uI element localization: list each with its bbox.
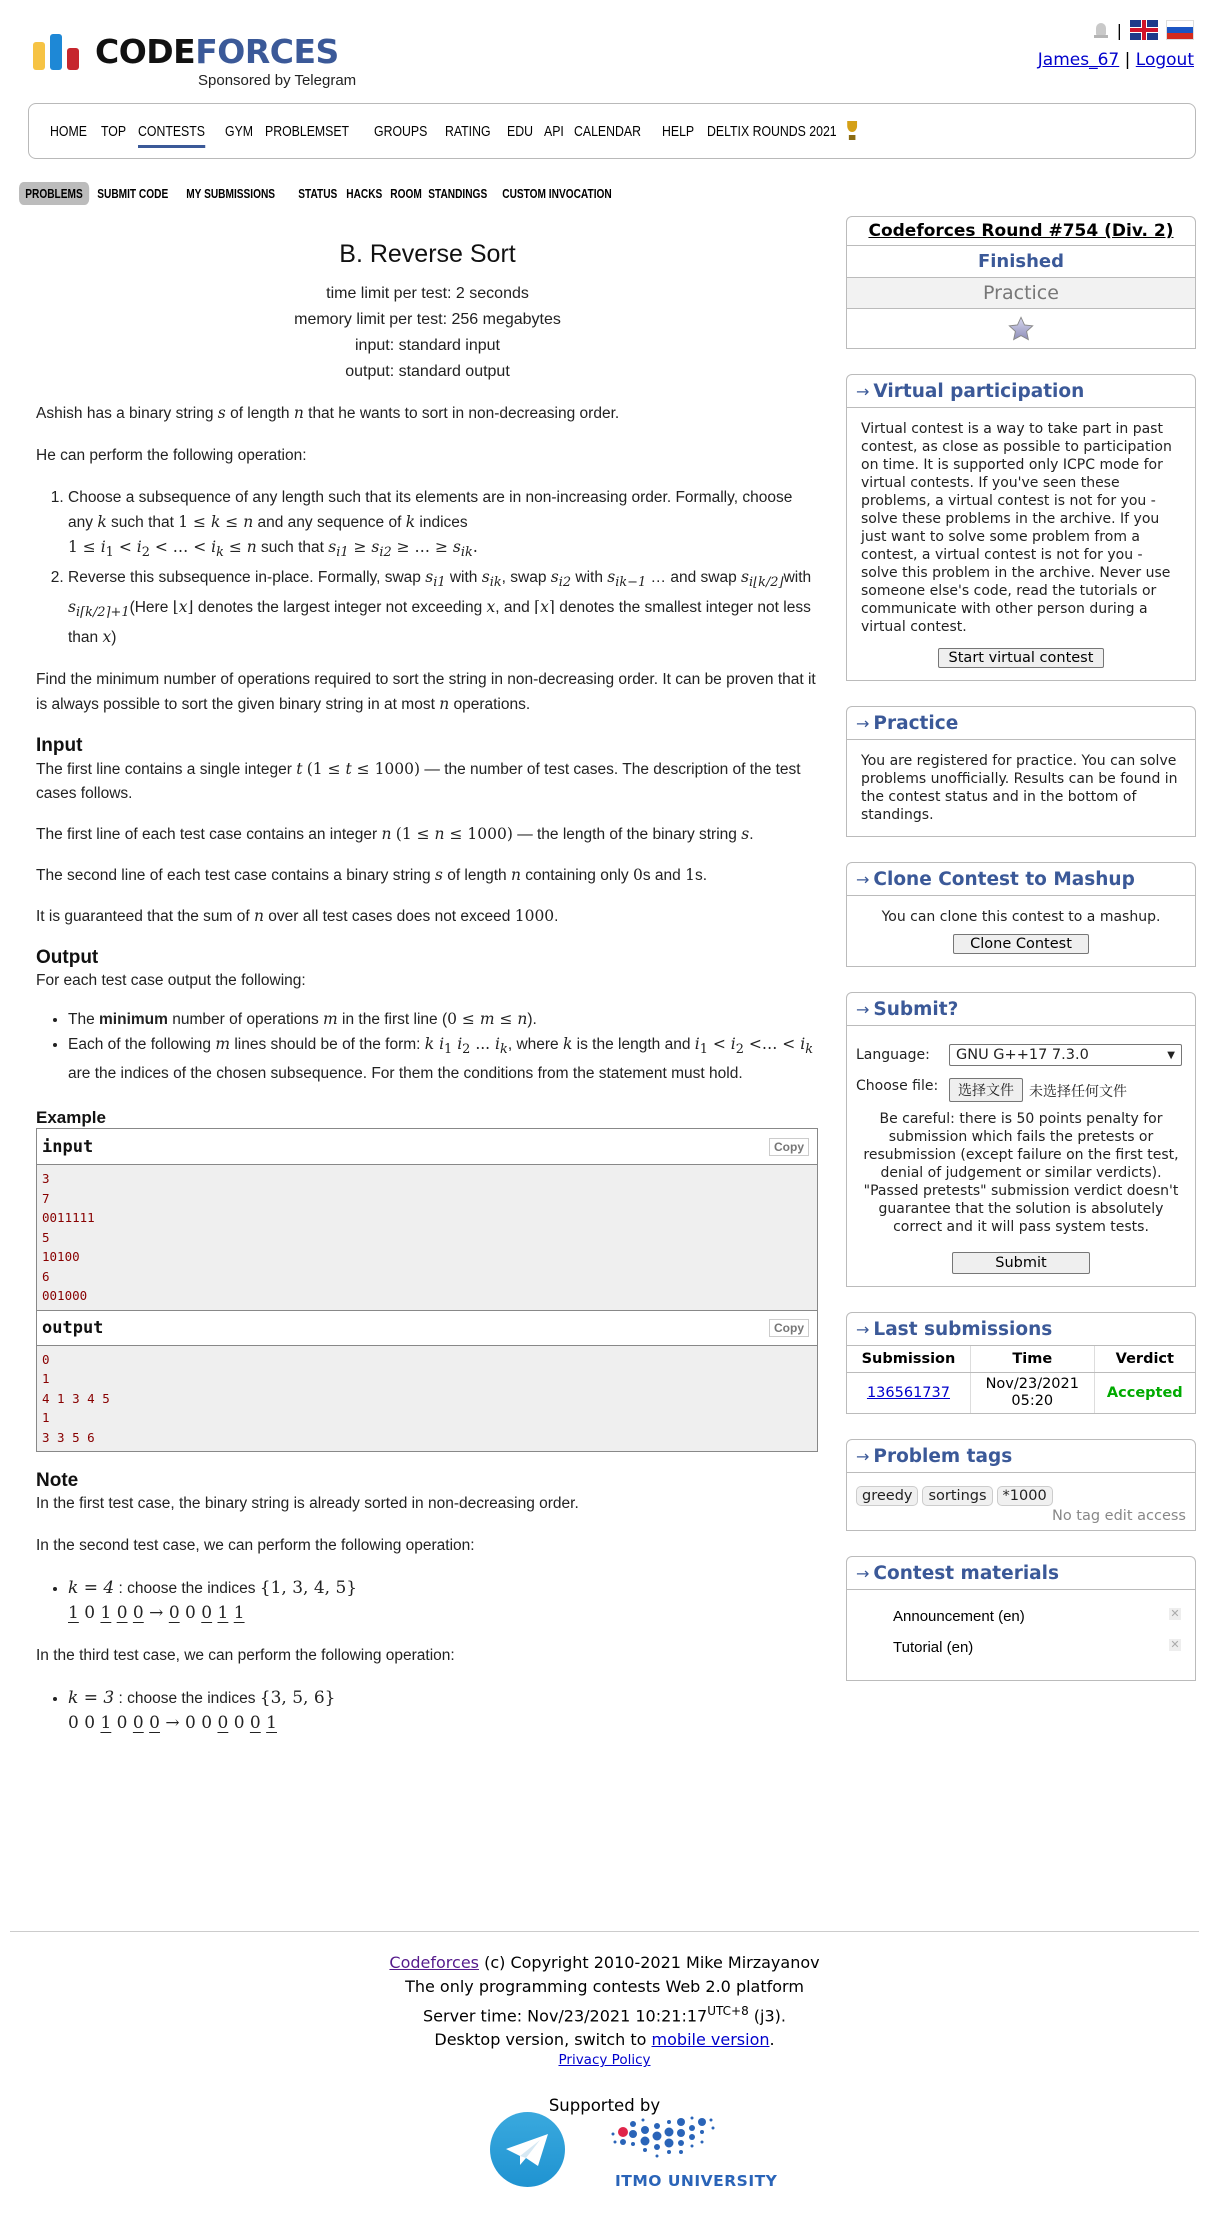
sample-output-label: output: [42, 1317, 104, 1338]
note-title: Note: [36, 1470, 79, 1492]
output-rule: • Each of the following m lines should be of the form: k $i_1$ $i_2$ ... $i_k$, where k is the length and $i_1 < i_2$ <… < $i_k$ are the indices of the chosen subsequence. For them the conditions from the statement must hold.: [68, 1032, 819, 1086]
submit-box: [846, 992, 1196, 1287]
last-submissions-box: [846, 1312, 1196, 1414]
server-time: Server time: Nov/23/2021 $10:21:17^{UTC+8}$ (j3).: [423, 2004, 786, 2026]
submissions-table: [847, 1346, 1195, 1413]
codeforces-logo[interactable]: [33, 30, 373, 94]
output-list: [36, 1007, 819, 1086]
note-list: [36, 1686, 819, 1736]
menu-top[interactable]: TOP: [101, 122, 127, 140]
penalty-warning: Be careful: there is 50 points penalty for submission which fails the pretests or resubmission (except failure on the first test, denial of judgement or similar verdicts). "Passed pretests" submission verdict doesn't guarantee that the solution is absolutely correct and it will pass system tests.: [863, 1111, 1179, 1235]
contest-materials-title: → Contest materials: [847, 1557, 1195, 1590]
round-mode: Practice: [847, 277, 1195, 308]
problem-statement: [36, 230, 819, 1736]
submission-time: Nov/23/2021 05:20: [970, 1373, 1094, 1414]
input-paragraph: The first line of each test case contains an integer n (1 ≤ n ≤ 1000) — the length of the binary string s.: [36, 825, 754, 844]
no-tag-edit-access: No tag edit access: [1051, 1508, 1186, 1524]
sample-input-label: input: [42, 1136, 94, 1157]
note-list: [36, 1576, 819, 1626]
virtual-participation-box: [846, 374, 1196, 681]
submit-title: → Submit?: [847, 993, 1195, 1026]
close-icon[interactable]: ✕: [1170, 1639, 1180, 1651]
tag-sortings[interactable]: sortings: [922, 1486, 992, 1506]
english-flag-icon[interactable]: [1130, 20, 1158, 40]
input-paragraph: It is guaranteed that the sum of n over all test cases does not exceed 1000.: [36, 907, 559, 926]
memory-limit: memory limit per test: 256 megabytes: [294, 311, 561, 328]
note-paragraph: In the third test case, we can perform the following operation:: [36, 1647, 455, 1665]
sponsors: [490, 2112, 778, 2192]
material-item[interactable]: Announcement (en) ✕: [893, 1608, 1180, 1625]
file-label: Choose file:: [856, 1078, 939, 1094]
verdict-badge: Accepted: [1106, 1384, 1183, 1401]
note-section: [36, 1470, 819, 1736]
tab-status[interactable]: STATUS: [297, 186, 337, 201]
virtual-participation-title: → Virtual participation: [847, 375, 1195, 408]
star-icon[interactable]: [1006, 315, 1036, 343]
close-icon[interactable]: ✕: [1170, 1608, 1180, 1620]
desktop-version-text: Desktop version, switch to mobile version.: [434, 2030, 775, 2050]
problem-tags-box: [846, 1439, 1196, 1531]
copy-input-button[interactable]: Copy: [769, 1138, 809, 1156]
favourite-row: [847, 308, 1195, 348]
contest-menu: [19, 182, 634, 205]
footer: [0, 1951, 1209, 2118]
statement-paragraph: Ashish has a binary string s of length n that he wants to sort in non-decreasing order.: [36, 404, 620, 422]
start-virtual-contest-button[interactable]: Start virtual contest: [938, 648, 1105, 668]
language-switcher: [1093, 20, 1194, 40]
mobile-version-link[interactable]: mobile version: [651, 2030, 770, 2050]
operation-step: 1. Choose a subsequence of any length such that its elements are in non-increasing order. Formally, choose any k such that 1 ≤ k ≤ n and any sequence of k indices $1 \le i_1 < i_2$ < … < $i_k \le n$ such that $s_{i1} \ge s_{i2}$ ≥ … ≥ $s_{ik}$.: [68, 486, 819, 565]
time-limit: time limit per test: 2 seconds: [326, 285, 529, 302]
menu-gym[interactable]: GYM: [225, 122, 254, 140]
sidebar: [846, 216, 1196, 1701]
menu-home[interactable]: HOME: [50, 122, 87, 140]
clone-contest-body: [847, 896, 1195, 966]
logo-sponsor-text: Sponsored by Telegram: [198, 72, 357, 89]
chevron-down-icon: ▼: [1167, 1049, 1175, 1061]
round-box: [846, 216, 1196, 349]
telegram-logo-icon[interactable]: [490, 2112, 565, 2187]
last-submissions-title: → Last submissions: [847, 1313, 1195, 1346]
column-header: Time: [970, 1346, 1094, 1373]
sample-input-header: [37, 1129, 817, 1165]
notification-bell-icon[interactable]: [1093, 21, 1109, 39]
note-item: • k = 4 : choose the indices {1, 3, 4, 5} 1 0 1 0 0 → 0 0 0 1 1: [68, 1576, 819, 1626]
language-label: Language:: [856, 1047, 930, 1063]
tag-difficulty[interactable]: *1000: [997, 1486, 1053, 1506]
practice-box: [846, 706, 1196, 837]
practice-title: → Practice: [847, 707, 1195, 740]
clone-contest-button[interactable]: Clone Contest: [953, 934, 1089, 954]
output-rule: • The minimum number of operations m in the first line (0 ≤ m ≤ n).: [68, 1007, 819, 1032]
note-item: • k = 3 : choose the indices {3, 5, 6} 0 0 1 0 0 0 → 0 0 0 0 0 1: [68, 1686, 819, 1736]
clone-contest-box: [846, 862, 1196, 967]
separator: |: [1116, 20, 1122, 40]
statement-paragraph: He can perform the following operation:: [36, 447, 307, 464]
input-paragraph: The second line of each test case contains a binary string s of length n containing only 0s and 1s.: [36, 866, 708, 885]
logo-wordmark: CODEFORCES: [95, 32, 339, 71]
sample-tests: [36, 1128, 818, 1452]
virtual-participation-text: Virtual contest is a way to take part in past contest, as close as possible to participation on time. It is supported only ICPC mode for virtual contests. If you've seen these problems, a virtual contest is not for you - solve these problems in the archive. If you just want to solve some problem from a contest, a virtual contest is not for you - solve this problem in the archive. Never use someone else's code, read the tutorials or communicate with other person during a virtual contest. Start virtual contest: [861, 421, 1172, 666]
user-links: [1038, 50, 1194, 70]
material-item[interactable]: Tutorial (en) ✕: [893, 1639, 1180, 1656]
operation-list: [36, 486, 819, 650]
language-select[interactable]: GNU G++17 7.3.0 ▼: [949, 1044, 1182, 1066]
copyright-text: (c) Copyright 2010-2021 Mike Mirzayanov: [479, 1953, 820, 1972]
itmo-dots-icon: [605, 2112, 755, 2167]
clone-contest-text: You can clone this contest to a mashup.: [881, 909, 1161, 925]
contest-materials-box: [846, 1556, 1196, 1681]
supported-by-label: Supported by: [548, 2096, 661, 2116]
codeforces-link[interactable]: Codeforces: [389, 1953, 479, 1972]
table-row: [847, 1373, 1195, 1414]
trophy-icon: [847, 121, 858, 141]
note-paragraph: In the second test case, we can perform the following operation:: [36, 1537, 475, 1555]
input-file: input: standard input: [355, 337, 500, 354]
tagline: The only programming contests Web 2.0 platform: [405, 1977, 804, 1996]
input-section: [36, 735, 819, 929]
clone-contest-title: → Clone Contest to Mashup: [847, 863, 1195, 896]
sample-output-header: [37, 1310, 817, 1346]
submit-form: [847, 1026, 1195, 1286]
tab-hacks[interactable]: HACKS: [345, 186, 382, 201]
itmo-logo[interactable]: [605, 2112, 778, 2190]
output-intro: For each test case output the following:: [36, 972, 306, 990]
privacy-policy-link[interactable]: Privacy Policy: [558, 2052, 651, 2069]
tab-my-submissions[interactable]: MY SUBMISSIONS: [185, 186, 275, 201]
separator: |: [1124, 50, 1131, 70]
choose-file-button[interactable]: 选择文件: [949, 1078, 1023, 1102]
menu-api[interactable]: API: [544, 122, 565, 140]
menu-deltix-rounds[interactable]: DELTIX ROUNDS 2021: [707, 104, 858, 158]
tab-problems[interactable]: PROBLEMS: [19, 182, 89, 205]
menu-edu[interactable]: EDU: [506, 122, 533, 140]
column-header: Submission: [847, 1346, 970, 1373]
output-file: output: standard output: [345, 363, 510, 380]
tag-greedy[interactable]: greedy: [856, 1486, 918, 1506]
operation-step: 2. Reverse this subsequence in-place. Formally, swap $s_{i1}$ with $s_{ik}$, swap $s_{i2}$ with $s_{ik-1}$ … and swap $s_{i⌊k/2⌋}with$ $s_{i⌈k/2⌉+1}(Here$ ⌊x⌋ denotes the largest integer not exceeding x, and ⌈x⌉ denotes the smallest integer not less than x): [68, 565, 819, 650]
output-section-title: Output: [36, 947, 99, 969]
submit-button[interactable]: Submit: [952, 1252, 1089, 1274]
output-section: [36, 947, 819, 1086]
problem-title: B. Reverse Sort: [339, 240, 516, 268]
sample-output[interactable]: 0 1 4 1 3 4 5 1 3 3 5 6: [37, 1346, 817, 1452]
menu-problemset[interactable]: PROBLEMSET: [265, 122, 350, 140]
sample-input[interactable]: 3 7 0011111 5 10100 6 001000: [37, 1165, 817, 1310]
username-link[interactable]: James_67: [1037, 50, 1120, 70]
tab-room[interactable]: ROOM: [390, 186, 422, 201]
tab-standings[interactable]: STANDINGS: [428, 186, 488, 201]
menu-rating[interactable]: RATING: [444, 122, 491, 140]
example-title: Example: [36, 1108, 106, 1128]
round-status: Finished: [847, 245, 1195, 277]
note-paragraph: In the first test case, the binary string is already sorted in non-decreasing order.: [36, 1495, 579, 1513]
file-status: 未选择任何文件: [1029, 1084, 1127, 1100]
statement-paragraph: Find the minimum number of operations required to sort the string in non-decreasing order. It can be proven that it is always possible to sort the given binary string in at most n operations.: [36, 671, 816, 714]
itmo-label: ITMO UNIVERSITY: [615, 2172, 778, 2190]
submission-link[interactable]: 136561737: [866, 1384, 950, 1401]
tab-submit-code[interactable]: SUBMIT CODE: [96, 186, 168, 201]
main-menu: [28, 103, 1196, 159]
round-link[interactable]: Codeforces Round #754 (Div. 2): [868, 221, 1174, 241]
tab-custom-invocation[interactable]: CUSTOM INVOCATION: [502, 186, 612, 201]
problem-tags-title: → Problem tags: [847, 1440, 1195, 1473]
logo-bars-icon: [33, 34, 83, 70]
menu-help[interactable]: HELP: [662, 122, 695, 140]
menu-calendar[interactable]: CALENDAR: [574, 122, 642, 140]
menu-contests[interactable]: CONTESTS: [138, 104, 213, 158]
logout-link[interactable]: Logout: [1135, 50, 1194, 70]
russian-flag-icon[interactable]: [1166, 20, 1194, 40]
column-header: Verdict: [1094, 1346, 1195, 1373]
input-paragraph: The first line contains a single integer t (1 ≤ t ≤ 1000) — the number of test cases. The description of the test cases follows.: [36, 760, 801, 803]
practice-text: You are registered for practice. You can solve problems unofficially. Results can be found in the contest status and in the bottom of standings.: [861, 753, 1178, 823]
input-section-title: Input: [36, 735, 83, 757]
copy-output-button[interactable]: Copy: [769, 1319, 809, 1337]
menu-groups[interactable]: GROUPS: [373, 122, 428, 140]
footer-divider: [10, 1931, 1199, 1932]
